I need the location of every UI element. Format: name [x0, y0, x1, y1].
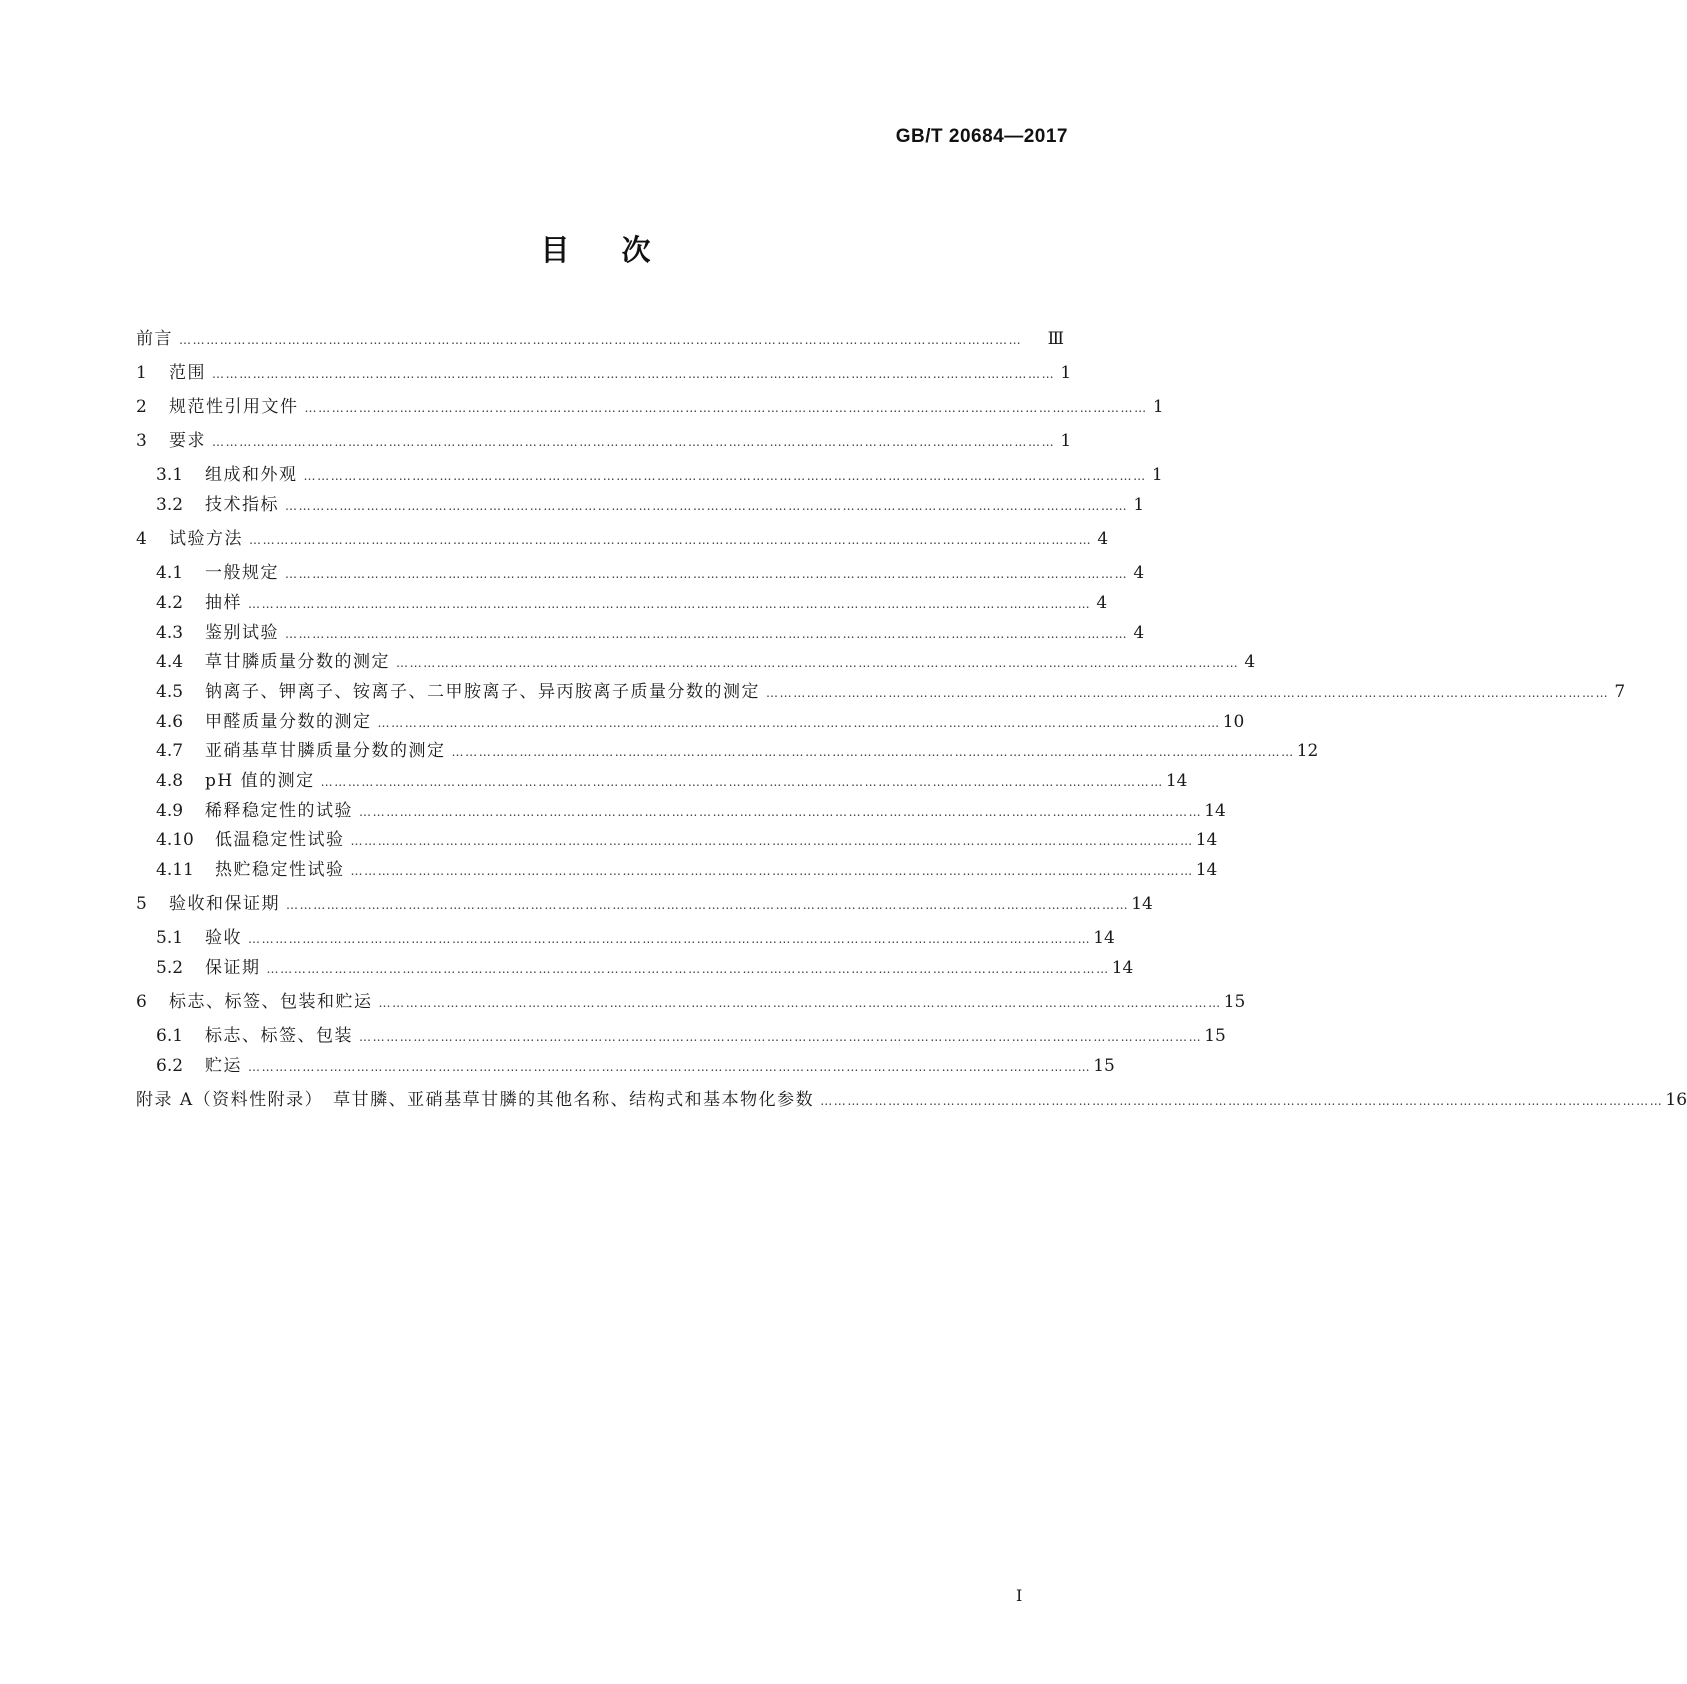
- toc-leader-dots: ……………………………………………………………………………………………………………………………………………………………………: [396, 656, 1240, 670]
- toc-entry-number: 2: [136, 397, 147, 417]
- toc-entry-page: 4: [1133, 623, 1145, 643]
- toc-entry-4-9[interactable]: [156, 798, 1226, 824]
- toc-entry-5-1[interactable]: [156, 925, 1115, 951]
- toc-entry-number: 4.10: [156, 830, 194, 850]
- toc-entry-5[interactable]: [136, 891, 1153, 917]
- toc-entry-number: 4.9: [156, 801, 184, 821]
- toc-entry-label: 热贮稳定性试验: [215, 860, 345, 880]
- toc-entry-number: 4: [136, 529, 147, 549]
- toc-entry-number: 5.2: [156, 958, 184, 978]
- toc-entry-page: 4: [1133, 563, 1145, 583]
- toc-entry-page: 15: [1204, 1026, 1226, 1046]
- toc-leader-dots: ……………………………………………………………………………………………………………………………………………………………………: [212, 435, 1056, 449]
- toc-entry-page: 4: [1097, 529, 1109, 549]
- toc-entry-label: 低温稳定性试验: [215, 830, 345, 850]
- toc-entry-page: 7: [1614, 682, 1626, 702]
- toc-entry-4-8[interactable]: [156, 768, 1188, 794]
- toc-entry-number: 5: [136, 894, 147, 914]
- toc-entry-4-3[interactable]: [156, 620, 1145, 646]
- toc-entry-label: 验收: [205, 928, 242, 948]
- toc-entry-label: 范围: [169, 363, 206, 383]
- toc-entry-page: Ⅲ: [1047, 329, 1064, 349]
- toc-entry-number: 6.1: [156, 1026, 184, 1046]
- toc-entry-3-1[interactable]: [156, 462, 1163, 488]
- toc-entry-page: 14: [1111, 958, 1134, 978]
- toc-entry-number: 4.5: [156, 682, 184, 702]
- toc-leader-dots: ……………………………………………………………………………………………………………………………………………………………………: [766, 686, 1610, 700]
- toc-leader-dots: ……………………………………………………………………………………………………………………………………………………………………: [304, 401, 1148, 415]
- toc-leader-dots: ……………………………………………………………………………………………………………………………………………………………………: [248, 932, 1092, 946]
- toc-entry-label: 验收和保证期: [169, 894, 280, 914]
- toc-leader-dots: ……………………………………………………………………………………………………………………………………………………………………: [286, 898, 1130, 912]
- toc-entry-3-2[interactable]: [156, 492, 1145, 518]
- toc-leader-dots: ……………………………………………………………………………………………………………………………………………………………………: [285, 499, 1129, 513]
- toc-leader-dots: ……………………………………………………………………………………………………………………………………………………………………: [350, 864, 1194, 878]
- toc-entry-4-1[interactable]: [156, 560, 1145, 586]
- toc-entry-page: 16: [1665, 1090, 1687, 1110]
- toc-entry-label: 标志、标签、包装和贮运: [169, 992, 373, 1012]
- toc-entry-label: 要求: [169, 431, 206, 451]
- toc-entry-page: 1: [1060, 431, 1072, 451]
- toc-entry-label: pH 值的测定: [205, 771, 315, 791]
- toc-entry-page: 15: [1223, 992, 1246, 1012]
- toc-entry-label: 钠离子、钾离子、铵离子、二甲胺离子、异丙胺离子质量分数的测定: [205, 682, 760, 702]
- toc-entry-number: 1: [136, 363, 147, 383]
- toc-entry-page: 14: [1195, 860, 1218, 880]
- toc-entry-page: 1: [1133, 495, 1145, 515]
- toc-entry-4-2[interactable]: [156, 590, 1108, 616]
- toc-entry-page: 15: [1093, 1056, 1115, 1076]
- toc-entry-page: 12: [1296, 741, 1319, 761]
- toc-entry-label: 草甘膦质量分数的测定: [205, 652, 390, 672]
- toc-entry-label: 稀释稳定性的试验: [205, 801, 353, 821]
- toc-leader-dots: ……………………………………………………………………………………………………………………………………………………………………: [266, 962, 1110, 976]
- toc-entry-number: 3.2: [156, 495, 184, 515]
- toc-entry-page: 14: [1093, 928, 1115, 948]
- toc-entry-6-1[interactable]: [156, 1023, 1226, 1049]
- toc-entry-number: 4.1: [156, 563, 184, 583]
- toc-leader-dots: ……………………………………………………………………………………………………………………………………………………………………: [359, 1030, 1203, 1044]
- toc-leader-dots: ……………………………………………………………………………………………………………………………………………………………………: [820, 1094, 1664, 1108]
- toc-entry-label: 组成和外观: [205, 465, 298, 485]
- toc-entry-number: 6: [136, 992, 147, 1012]
- toc-entry-label: 甲醛质量分数的测定: [205, 712, 372, 732]
- toc-leader-dots: ……………………………………………………………………………………………………………………………………………………………………: [179, 333, 1023, 347]
- toc-entry-number: 4.11: [156, 860, 194, 880]
- toc-leader-dots: ……………………………………………………………………………………………………………………………………………………………………: [248, 597, 1092, 611]
- toc-entry-6[interactable]: [136, 989, 1246, 1015]
- toc-entry-number: 3.1: [156, 465, 184, 485]
- toc-entry-3[interactable]: [136, 428, 1072, 454]
- toc-entry-5-2[interactable]: [156, 955, 1134, 981]
- toc-entry-page: 14: [1195, 830, 1218, 850]
- toc-entry-label: 前言: [136, 329, 173, 349]
- toc-entry-1[interactable]: [136, 360, 1072, 386]
- toc-entry-4[interactable]: [136, 526, 1109, 552]
- toc-entry-page: 10: [1222, 712, 1245, 732]
- toc-entry-page: 1: [1060, 363, 1072, 383]
- toc-entry-label: 试验方法: [169, 529, 243, 549]
- toc-entry-page: 4: [1244, 652, 1256, 672]
- toc-entry-page: 14: [1165, 771, 1188, 791]
- toc-entry-4-4[interactable]: [156, 649, 1256, 675]
- toc-entry-number: 5.1: [156, 928, 184, 948]
- toc-leader-dots: ……………………………………………………………………………………………………………………………………………………………………: [249, 533, 1093, 547]
- toc-leader-dots: ……………………………………………………………………………………………………………………………………………………………………: [320, 775, 1164, 789]
- toc-leader-dots: ……………………………………………………………………………………………………………………………………………………………………: [451, 745, 1295, 759]
- toc-entry-4-6[interactable]: [156, 709, 1245, 735]
- toc-entry-annex-a[interactable]: [136, 1087, 1687, 1113]
- toc-entry-page: 14: [1204, 801, 1226, 821]
- toc-entry-4-10[interactable]: [156, 827, 1218, 853]
- toc-leader-dots: ……………………………………………………………………………………………………………………………………………………………………: [285, 567, 1129, 581]
- toc-entry-label: 抽样: [205, 593, 242, 613]
- toc-entry-number: 4.2: [156, 593, 184, 613]
- toc-entry-label: 保证期: [205, 958, 261, 978]
- toc-entry-4-11[interactable]: [156, 857, 1218, 883]
- toc-entry-page: 14: [1131, 894, 1153, 914]
- toc-entry-number: 4.6: [156, 712, 184, 732]
- toc-entry-page: 1: [1152, 397, 1164, 417]
- toc-entry-label: 规范性引用文件: [169, 397, 299, 417]
- toc-entry-number: 4.8: [156, 771, 184, 791]
- toc-leader-dots: ……………………………………………………………………………………………………………………………………………………………………: [378, 996, 1222, 1010]
- page-title: 目次: [540, 233, 703, 267]
- toc-entry-label: 技术指标: [205, 495, 279, 515]
- toc-entry-6-2[interactable]: [156, 1053, 1115, 1079]
- toc-entry-4-5[interactable]: [156, 679, 1626, 705]
- toc-leader-dots: ……………………………………………………………………………………………………………………………………………………………………: [359, 805, 1203, 819]
- toc-entry-number: 4.4: [156, 652, 184, 672]
- toc-entry-2[interactable]: [136, 394, 1164, 420]
- standard-code: GB/T 20684—2017: [895, 126, 1068, 147]
- page-number: I: [1016, 1586, 1023, 1605]
- toc-entry-label: 贮运: [205, 1056, 242, 1076]
- toc-entry-label: 亚硝基草甘膦质量分数的测定: [205, 741, 446, 761]
- toc-leader-dots: ……………………………………………………………………………………………………………………………………………………………………: [212, 367, 1056, 381]
- toc-leader-dots: ……………………………………………………………………………………………………………………………………………………………………: [350, 834, 1194, 848]
- toc-entry-number: 4.7: [156, 741, 184, 761]
- toc-entry-number: 3: [136, 431, 147, 451]
- toc-leader-dots: ……………………………………………………………………………………………………………………………………………………………………: [248, 1060, 1092, 1074]
- toc-leader-dots: ……………………………………………………………………………………………………………………………………………………………………: [377, 716, 1221, 730]
- toc-leader-dots: ……………………………………………………………………………………………………………………………………………………………………: [285, 627, 1129, 641]
- toc-entry-label: 标志、标签、包装: [205, 1026, 353, 1046]
- toc-entry-4-7[interactable]: [156, 738, 1319, 764]
- toc-entry-label: 鉴别试验: [205, 623, 279, 643]
- toc-entry-number: 4.3: [156, 623, 184, 643]
- toc-entry-label: 附录 A（资料性附录） 草甘膦、亚硝基草甘膦的其他名称、结构式和基本物化参数: [136, 1090, 815, 1110]
- toc-entry-number: 6.2: [156, 1056, 184, 1076]
- toc-entry-foreword[interactable]: [136, 326, 1064, 352]
- toc-entry-label: 一般规定: [205, 563, 279, 583]
- toc-entry-page: 1: [1151, 465, 1163, 485]
- toc-entry-page: 4: [1096, 593, 1108, 613]
- toc-leader-dots: ……………………………………………………………………………………………………………………………………………………………………: [303, 469, 1147, 483]
